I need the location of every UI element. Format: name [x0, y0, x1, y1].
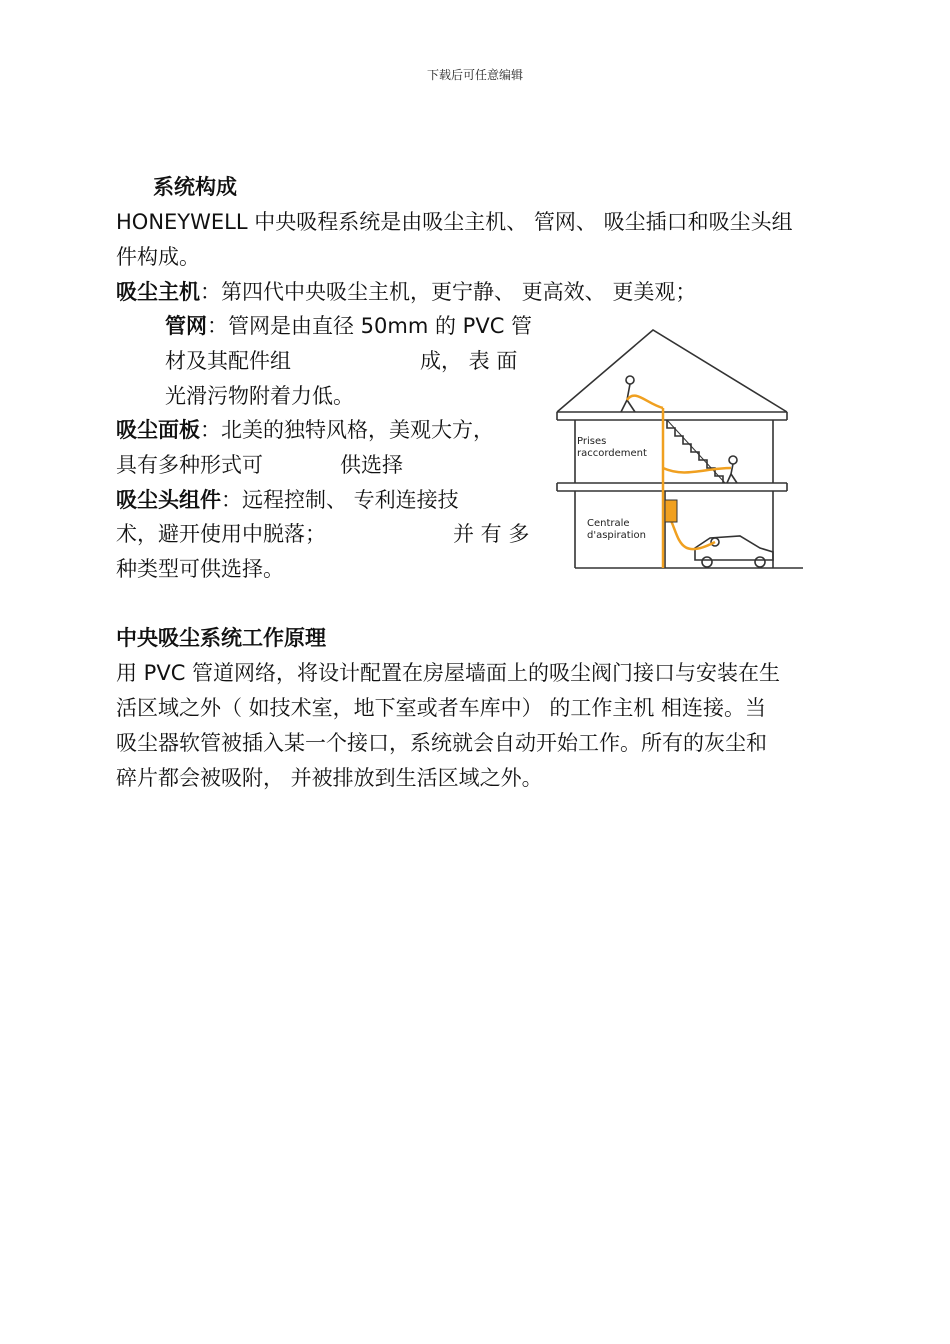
panel-label: 吸尘面板	[116, 418, 200, 442]
hose-attic	[627, 396, 663, 408]
page-header: 下载后可任意编辑	[426, 68, 523, 82]
intro-line-2: 件构成。	[116, 245, 200, 269]
principle-line-2: 活区域之外（ 如技术室，地下室或者车库中） 的工作主机 相连接。当	[116, 696, 767, 720]
head-line-3: 种类型可供选择。	[116, 557, 284, 581]
pipe-line-2b: 成， 表 面	[420, 349, 518, 373]
label-raccordement: raccordement	[577, 448, 647, 459]
intro-line-1: HONEYWELL 中央吸程系统是由吸尘主机、 管网、 吸尘插口和吸尘头组	[116, 210, 793, 234]
label-prises: Prises	[577, 436, 607, 447]
person-stairs	[729, 456, 737, 464]
head-line-2b: 并 有 多	[453, 522, 530, 546]
label-centrale: Centrale	[587, 518, 630, 529]
panel-line-2a: 具有多种形式可	[116, 453, 263, 477]
panel-paragraph	[116, 418, 494, 442]
head-text-1: ：远程控制、 专利连接技	[221, 488, 459, 512]
central-unit	[665, 500, 677, 522]
pipe-line-3: 光滑污物附着力低。	[165, 384, 354, 408]
principle-line-1: 用 PVC 管道网络，将设计配置在房屋墙面上的吸尘阀门接口与安装在生	[116, 661, 781, 685]
section-title-principle: 中央吸尘系统工作原理	[116, 626, 326, 650]
house-vacuum-illustration	[555, 328, 805, 573]
principle-line-4: 碎片都会被吸附， 并被排放到生活区域之外。	[116, 766, 543, 790]
panel-line-2b: 供选择	[340, 453, 403, 477]
head-label: 吸尘头组件	[116, 488, 221, 512]
pipe-label: 管网	[165, 314, 207, 338]
pipe-line-2a: 材及其配件组	[165, 349, 291, 373]
head-line-2a: 术，避开使用中脱落；	[116, 522, 326, 546]
principle-line-3: 吸尘器软管被插入某一个接口，系统就会自动开始工作。所有的灰尘和	[116, 731, 767, 755]
label-aspiration: d'aspiration	[587, 530, 646, 541]
roof-line	[557, 330, 787, 412]
host-text: ：第四代中央吸尘主机，更宁静、 更高效、 更美观；	[200, 280, 697, 304]
person-attic	[626, 376, 634, 384]
hose-stairs	[663, 468, 731, 472]
head-paragraph	[116, 488, 459, 512]
section-title-system: 系统构成	[153, 175, 237, 199]
host-label: 吸尘主机	[116, 280, 200, 304]
pipe-paragraph	[165, 314, 532, 338]
host-paragraph	[116, 280, 696, 304]
pipe-text-1: ：管网是由直径 50mm 的 PVC 管	[207, 314, 533, 338]
panel-text-1: ：北美的独特风格，美观大方，	[200, 418, 494, 442]
